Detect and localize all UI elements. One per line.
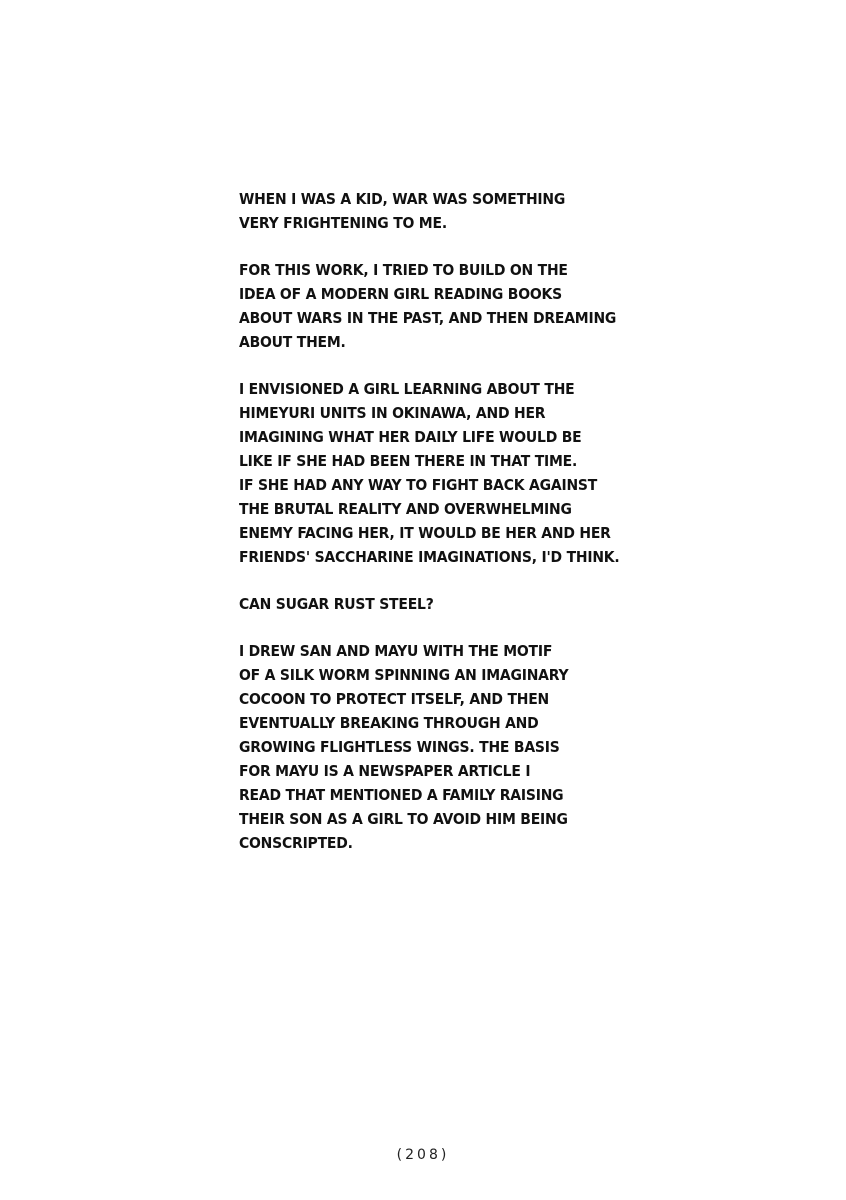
afterword-text bbox=[239, 187, 639, 878]
text-line: COCOON TO PROTECT ITSELF, AND THEN bbox=[239, 690, 550, 708]
text-line: FOR THIS WORK, I TRIED TO BUILD ON THE bbox=[239, 261, 568, 279]
text-line: VERY FRIGHTENING TO ME. bbox=[239, 214, 447, 232]
text-line: GROWING FLIGHTLESS WINGS. THE BASIS bbox=[239, 738, 560, 756]
text-line: HIMEYURI UNITS IN OKINAWA, AND HER bbox=[239, 404, 546, 422]
text-line: ABOUT WARS IN THE PAST, AND THEN DREAMING bbox=[239, 309, 617, 327]
text-line: I ENVISIONED A GIRL LEARNING ABOUT THE bbox=[239, 380, 575, 398]
text-line: THE BRUTAL REALITY AND OVERWHELMING bbox=[239, 500, 572, 518]
text-line: CONSCRIPTED. bbox=[239, 834, 353, 852]
paragraph-5 bbox=[239, 639, 639, 855]
paragraph-2 bbox=[239, 258, 639, 354]
paragraph-1 bbox=[239, 187, 639, 235]
paragraph-4 bbox=[239, 592, 639, 616]
text-line: ABOUT THEM. bbox=[239, 333, 346, 351]
text-line: I DREW SAN AND MAYU WITH THE MOTIF bbox=[239, 642, 553, 660]
text-line: IF SHE HAD ANY WAY TO FIGHT BACK AGAINST bbox=[239, 476, 598, 494]
text-line: THEIR SON AS A GIRL TO AVOID HIM BEING bbox=[239, 810, 568, 828]
text-line: CAN SUGAR RUST STEEL? bbox=[239, 595, 434, 613]
page-number: (208) bbox=[396, 1147, 450, 1163]
text-line: WHEN I WAS A KID, WAR WAS SOMETHING bbox=[239, 190, 566, 208]
text-line: IDEA OF A MODERN GIRL READING BOOKS bbox=[239, 285, 562, 303]
text-line: IMAGINING WHAT HER DAILY LIFE WOULD BE bbox=[239, 428, 582, 446]
text-line: LIKE IF SHE HAD BEEN THERE IN THAT TIME. bbox=[239, 452, 578, 470]
paragraph-3 bbox=[239, 377, 639, 569]
text-line: OF A SILK WORM SPINNING AN IMAGINARY bbox=[239, 666, 569, 684]
text-line: READ THAT MENTIONED A FAMILY RAISING bbox=[239, 786, 564, 804]
text-line: EVENTUALLY BREAKING THROUGH AND bbox=[239, 714, 539, 732]
text-line: ENEMY FACING HER, IT WOULD BE HER AND HER bbox=[239, 524, 611, 542]
text-line: FRIENDS' SACCHARINE IMAGINATIONS, I'D THINK. bbox=[239, 548, 620, 566]
text-line: FOR MAYU IS A NEWSPAPER ARTICLE I bbox=[239, 762, 531, 780]
